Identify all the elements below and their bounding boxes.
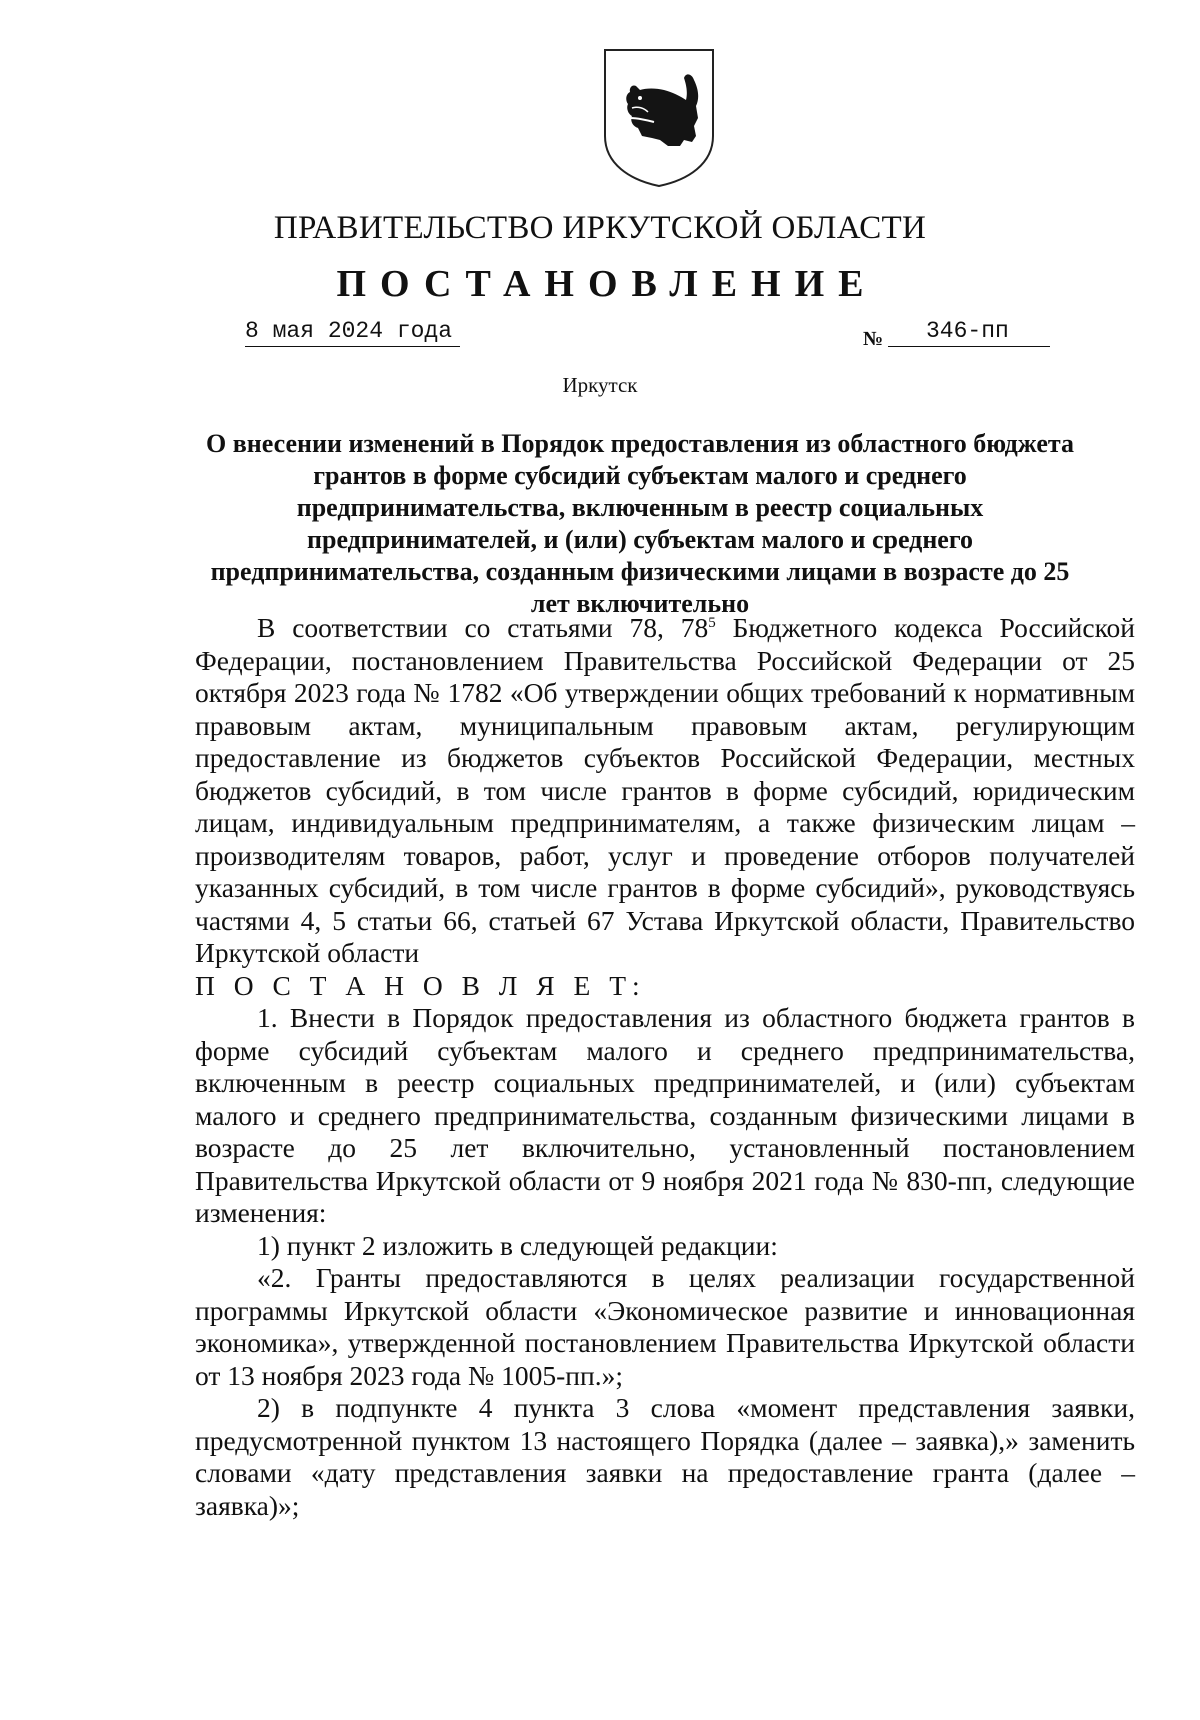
paragraph-4: 2) в подпункте 4 пункта 3 слова «момент представления заявки, предусмотренной пунктом 13 настоящего Порядка (далее – заявка),» заменить словами «дату представления заявки на предоставление гранта (далее – заявка)»;	[195, 1392, 1135, 1521]
document-date: 8 мая 2024 года	[245, 318, 460, 347]
city: Иркутск	[562, 373, 638, 397]
coat-of-arms-icon	[602, 48, 716, 188]
preamble-text-start: В соответствии со статьями 78, 78	[257, 612, 709, 643]
document-type-title: ПОСТАНОВЛЕНИЕ	[336, 263, 878, 305]
paragraph-1: 1. Внести в Порядок предоставления из областного бюджета грантов в форме субсидий субъектам малого и среднего предпринимательства, включенным в реестр социальных предпринимателей, и (или) субъектам малого и среднего предпринимательства, созданным физическими лицами в возрасте до 25 лет включительно, установленный постановлением Правительства Иркутской области от 9 ноября 2021 года № 830-пп, следующие изменения:	[195, 1002, 1135, 1228]
document-body	[195, 612, 1135, 1522]
document-subject: О внесении изменений в Порядок предоставления из областного бюджета грантов в форме субсидий субъектам малого и среднего предпринимательства, включенным в реестр социальных предпринимателей, и (или) субъектам малого и среднего предпринимательства, созданным физическими лицами в возрасте до 25 лет включительно	[206, 429, 1074, 618]
preamble-paragraph	[195, 612, 1135, 970]
preamble-text-rest: Бюджетного кодекса Российской Федерации, постановлением Правительства Российской Федерации от 25 октября 2023 года № 1782 «Об утверждении общих требований к нормативным правовым актам, муниципальным правовым актам, регулирующим предоставление из бюджетов субъектов Российской Федерации, местных бюджетов субсидий, в том числе грантов в форме субсидий, юридическим лицам, индивидуальным предпринимателям, а также физическим лицам – производителям товаров, работ, услуг и проведение отборов получателей указанных субсидий, в том числе грантов в форме субсидий», руководствуясь частями 4, 5 статьи 66, статьей 67 Устава Иркутской области, Правительство Иркутской области	[195, 612, 1135, 968]
document-number: 346-пп	[888, 318, 1050, 347]
decree-word: П О С Т А Н О В Л Я Е Т:	[195, 969, 646, 1001]
number-label: №	[863, 328, 884, 350]
paragraph-2: 1) пункт 2 изложить в следующей редакции:	[257, 1229, 778, 1261]
government-title: ПРАВИТЕЛЬСТВО ИРКУТСКОЙ ОБЛАСТИ	[273, 210, 927, 246]
paragraph-3: «2. Гранты предоставляются в целях реализации государственной программы Иркутской области «Экономическое развитие и инновационная экономика», утвержденной постановлением Правительства Иркутской области от 13 ноября 2023 года № 1005-пп.»;	[195, 1262, 1135, 1391]
preamble-superscript: 5	[708, 614, 716, 631]
